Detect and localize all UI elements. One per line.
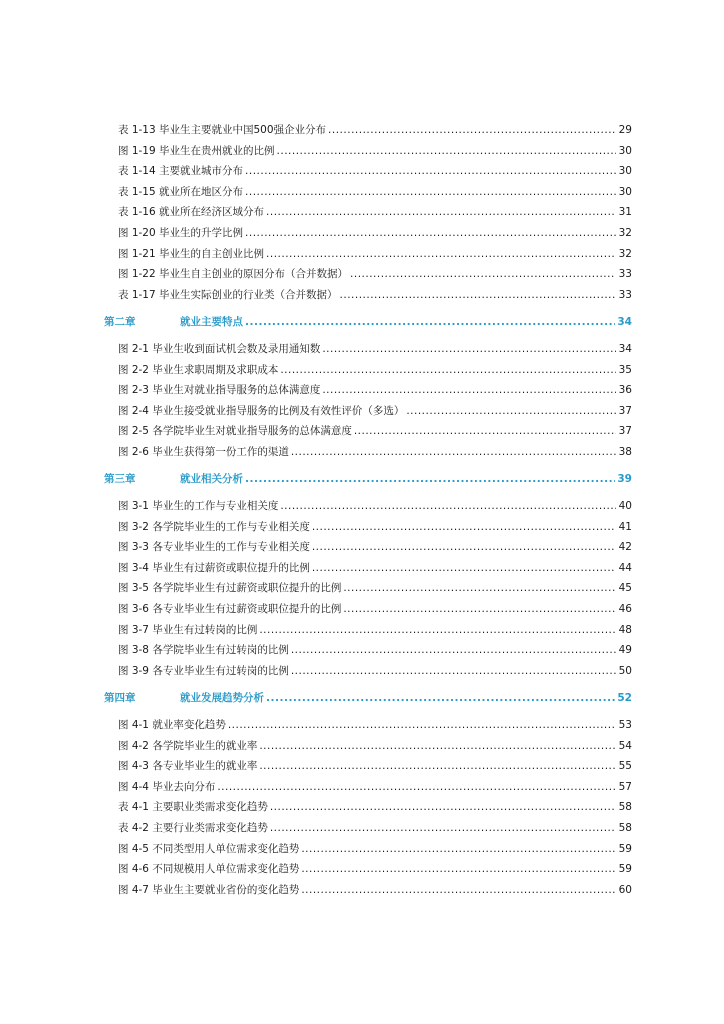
page-number: 58 <box>618 801 632 814</box>
page-number: 53 <box>618 719 632 732</box>
chapter-title: 就业相关分析 <box>180 473 243 485</box>
page-number: 30 <box>618 165 632 178</box>
dot-leader <box>406 405 616 417</box>
dot-leader <box>291 446 616 458</box>
toc-entry-label: 图 4-2 各学院毕业生的就业率 <box>118 739 258 752</box>
dot-leader <box>259 624 616 636</box>
toc-entry[interactable] <box>104 779 632 800</box>
dot-leader <box>245 473 615 485</box>
page-number: 50 <box>618 664 632 677</box>
toc-entry[interactable] <box>104 758 632 779</box>
page-number: 32 <box>618 226 632 239</box>
chapter-number: 第四章 <box>104 691 136 704</box>
dot-leader <box>291 665 616 677</box>
toc-entry-label: 图 1-20 毕业生的升学比例 <box>118 226 244 239</box>
toc-entry-label: 表 1-16 就业所在经济区域分布 <box>118 206 265 219</box>
page-number: 58 <box>618 822 632 834</box>
dot-leader <box>340 289 616 301</box>
toc-entry[interactable] <box>104 560 632 581</box>
dot-leader <box>343 603 616 615</box>
dot-leader <box>277 145 616 157</box>
page-number: 57 <box>618 780 632 793</box>
toc-entry-label: 图 3-8 各学院毕业生有过转岗的比例 <box>118 644 289 657</box>
dot-leader <box>259 760 616 772</box>
page-number: 59 <box>618 863 632 876</box>
page-number: 48 <box>618 623 632 636</box>
toc-entry[interactable] <box>104 403 632 424</box>
toc-entry[interactable] <box>104 663 632 684</box>
toc-entry-label: 图 4-7 毕业生主要就业省份的变化趋势 <box>118 883 300 896</box>
page-number: 42 <box>618 541 632 554</box>
page-number: 36 <box>618 384 632 397</box>
page-number: 33 <box>618 288 632 301</box>
dot-leader <box>270 801 616 813</box>
toc-entry[interactable] <box>104 820 632 841</box>
toc-entry-label: 图 4-6 不同规模用人单位需求变化趋势 <box>118 863 300 876</box>
toc-entry[interactable] <box>104 423 632 444</box>
toc-entry-label: 图 4-3 各专业毕业生的就业率 <box>118 760 258 773</box>
toc-entry[interactable] <box>104 362 632 383</box>
dot-leader <box>280 364 616 376</box>
dot-leader <box>291 644 616 656</box>
dot-leader <box>322 343 616 355</box>
toc-entry[interactable] <box>104 799 632 820</box>
toc-entry-label: 表 1-14 主要就业城市分布 <box>118 165 244 178</box>
chapter-heading <box>104 314 243 329</box>
page-number: 38 <box>618 445 632 458</box>
toc-entry[interactable] <box>104 341 632 362</box>
toc-entry-label: 图 3-4 毕业生有过薪资或职位提升的比例 <box>118 561 310 574</box>
dot-leader <box>301 863 616 875</box>
toc-entry[interactable] <box>104 498 632 519</box>
toc-entry-label: 图 3-3 各专业毕业生的工作与专业相关度 <box>118 541 310 554</box>
dot-leader <box>312 541 616 553</box>
page-number: 41 <box>618 520 632 533</box>
toc-entry-label: 表 1-15 就业所在地区分布 <box>118 185 244 198</box>
dot-leader <box>228 719 616 731</box>
dot-leader <box>266 692 615 704</box>
page-number: 44 <box>618 561 632 574</box>
toc-entry[interactable] <box>104 246 632 267</box>
toc-entry-label: 图 3-6 各专业毕业生有过薪资或职位提升的比例 <box>118 603 342 616</box>
page-number: 45 <box>618 582 632 595</box>
toc-entry[interactable] <box>104 184 632 205</box>
page-number: 46 <box>618 603 632 616</box>
page-number: 30 <box>618 185 632 198</box>
page-number: 49 <box>618 644 632 657</box>
toc-entry-label: 表 1-13 毕业生主要就业中国500强企业分布 <box>118 124 327 136</box>
page-number: 33 <box>618 268 632 281</box>
chapter-number: 第三章 <box>104 473 136 485</box>
dot-leader <box>301 884 616 896</box>
chapter-heading <box>104 471 243 486</box>
toc-entry-label: 图 2-4 毕业生接受就业指导服务的比例及有效性评价（多选） <box>118 404 405 417</box>
toc-entry-label: 图 1-21 毕业生的自主创业比例 <box>118 247 265 260</box>
dot-leader <box>343 582 616 594</box>
page-number: 54 <box>618 739 632 752</box>
page-number: 30 <box>618 144 632 157</box>
chapter-title: 就业发展趋势分析 <box>180 691 264 704</box>
page-number: 32 <box>618 247 632 260</box>
page-number: 37 <box>618 425 632 438</box>
dot-leader <box>270 822 616 834</box>
toc-entry-label: 表 4-2 主要行业类需求变化趋势 <box>118 822 268 834</box>
toc-entry[interactable] <box>104 861 632 882</box>
toc-entry-label: 图 3-5 各学院毕业生有过薪资或职位提升的比例 <box>118 582 342 595</box>
dot-leader <box>217 781 616 793</box>
dot-leader <box>245 316 615 328</box>
page-number: 59 <box>618 842 632 855</box>
toc-entry-label: 图 3-1 毕业生的工作与专业相关度 <box>118 500 279 513</box>
page-number: 40 <box>618 500 632 513</box>
toc-entry-label: 图 1-19 毕业生在贵州就业的比例 <box>118 144 275 157</box>
dot-leader <box>322 384 616 396</box>
dot-leader <box>312 521 616 533</box>
dot-leader <box>280 500 616 512</box>
toc-entry[interactable] <box>104 580 632 601</box>
dot-leader <box>266 248 616 260</box>
table-of-contents <box>104 122 632 902</box>
page-number: 55 <box>618 760 632 773</box>
page-number: 39 <box>617 473 632 485</box>
toc-entry-label: 图 3-7 毕业生有过转岗的比例 <box>118 623 258 636</box>
page-number: 29 <box>618 124 632 136</box>
toc-entry-label: 图 4-1 就业率变化趋势 <box>118 719 226 732</box>
toc-entry[interactable] <box>104 287 632 308</box>
dot-leader <box>259 740 616 752</box>
toc-entry[interactable] <box>104 642 632 663</box>
toc-entry-label: 图 2-3 毕业生对就业指导服务的总体满意度 <box>118 384 321 397</box>
toc-entry-label: 图 2-5 各学院毕业生对就业指导服务的总体满意度 <box>118 425 352 438</box>
dot-leader <box>266 206 616 218</box>
toc-entry[interactable] <box>104 204 632 225</box>
toc-entry[interactable] <box>104 738 632 759</box>
toc-entry-label: 图 4-5 不同类型用人单位需求变化趋势 <box>118 842 300 855</box>
toc-entry-label: 图 3-2 各学院毕业生的工作与专业相关度 <box>118 520 310 533</box>
page-number: 52 <box>617 691 632 704</box>
toc-entry[interactable] <box>104 601 632 622</box>
toc-entry-label: 表 4-1 主要职业类需求变化趋势 <box>118 801 268 814</box>
toc-entry[interactable] <box>104 717 632 738</box>
page-number: 34 <box>618 342 632 355</box>
toc-entry[interactable] <box>104 266 632 287</box>
toc-entry-label: 图 4-4 毕业去向分布 <box>118 780 216 793</box>
toc-entry[interactable] <box>104 622 632 643</box>
toc-entry[interactable] <box>104 122 632 143</box>
toc-entry[interactable] <box>104 143 632 164</box>
toc-entry[interactable] <box>104 225 632 246</box>
toc-chapter-entry[interactable] <box>104 314 632 335</box>
toc-entry-label: 图 2-6 毕业生获得第一份工作的渠道 <box>118 445 289 458</box>
toc-entry[interactable] <box>104 444 632 465</box>
page-number: 31 <box>618 206 632 219</box>
toc-chapter-entry[interactable] <box>104 471 632 492</box>
chapter-heading <box>104 690 264 705</box>
dot-leader <box>301 843 616 855</box>
dot-leader <box>312 562 616 574</box>
toc-entry-label: 表 1-17 毕业生实际创业的行业类（合并数据） <box>118 288 338 301</box>
dot-leader <box>354 425 616 437</box>
toc-entry-label: 图 1-22 毕业生自主创业的原因分布（合并数据） <box>118 268 349 281</box>
toc-entry-label: 图 2-1 毕业生收到面试机会数及录用通知数 <box>118 342 321 355</box>
dot-leader <box>245 165 616 177</box>
toc-entry-label: 图 2-2 毕业生求职周期及求职成本 <box>118 363 279 376</box>
page-number: 60 <box>618 883 632 896</box>
toc-chapter-entry[interactable] <box>104 690 632 711</box>
dot-leader <box>245 227 616 239</box>
dot-leader <box>350 268 616 280</box>
chapter-title: 就业主要特点 <box>180 315 243 328</box>
dot-leader <box>328 124 616 136</box>
chapter-number: 第二章 <box>104 315 136 328</box>
toc-entry[interactable] <box>104 882 632 903</box>
toc-entry[interactable] <box>104 539 632 560</box>
toc-entry[interactable] <box>104 519 632 540</box>
toc-entry[interactable] <box>104 841 632 862</box>
page-number: 35 <box>618 363 632 376</box>
toc-entry[interactable] <box>104 382 632 403</box>
dot-leader <box>245 186 616 198</box>
toc-entry-label: 图 3-9 各专业毕业生有过转岗的比例 <box>118 664 289 677</box>
page-number: 34 <box>617 315 632 328</box>
page-number: 37 <box>618 404 632 417</box>
toc-entry[interactable] <box>104 163 632 184</box>
